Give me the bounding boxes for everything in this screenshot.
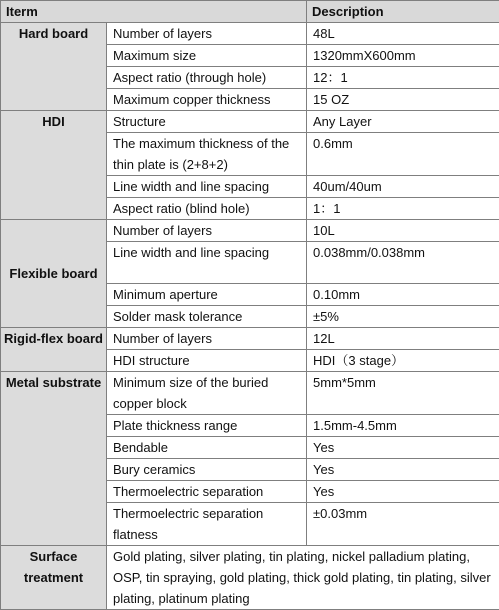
param-cell: Number of layers	[107, 328, 307, 350]
value-cell: 0.038mm/0.038mm	[307, 242, 499, 284]
table-row	[1, 23, 499, 45]
category-surface-treatment: Surface treatment	[1, 546, 107, 610]
table-header-row	[1, 1, 499, 23]
value-cell: 1：1	[307, 198, 499, 220]
table-row	[1, 328, 499, 350]
value-cell: 1320mmX600mm	[307, 45, 499, 67]
category-hard-board: Hard board	[1, 23, 107, 111]
value-cell: 0.10mm	[307, 284, 499, 306]
param-cell: Maximum size	[107, 45, 307, 67]
param-cell: Thermoelectric separation	[107, 481, 307, 503]
param-cell: Maximum copper thickness	[107, 89, 307, 111]
param-cell: Number of layers	[107, 220, 307, 242]
value-cell: 15 OZ	[307, 89, 499, 111]
param-cell: Aspect ratio (through hole)	[107, 67, 307, 89]
header-description: Description	[307, 1, 499, 23]
param-cell: Aspect ratio (blind hole)	[107, 198, 307, 220]
header-item: Iterm	[1, 1, 307, 23]
param-cell: Minimum size of the buried copper block	[107, 372, 307, 415]
value-cell: Yes	[307, 459, 499, 481]
surface-treatment-description: Gold plating, silver plating, tin plating, nickel palladium plating, OSP, tin spraying, gold plating, thick gold plating, tin plating, silver plating, platinum plating	[107, 546, 499, 610]
table-row	[1, 220, 499, 242]
table-row	[1, 546, 499, 610]
param-cell: Bury ceramics	[107, 459, 307, 481]
param-cell: Structure	[107, 111, 307, 133]
param-cell: HDI structure	[107, 350, 307, 372]
param-cell: Number of layers	[107, 23, 307, 45]
param-cell: Bendable	[107, 437, 307, 459]
value-cell: Yes	[307, 437, 499, 459]
value-cell: ±0.03mm	[307, 503, 499, 546]
value-cell: 0.6mm	[307, 133, 499, 176]
param-cell: Minimum aperture	[107, 284, 307, 306]
value-cell: 5mm*5mm	[307, 372, 499, 415]
value-cell: 48L	[307, 23, 499, 45]
value-cell: Any Layer	[307, 111, 499, 133]
value-cell: HDI（3 stage）	[307, 350, 499, 372]
value-cell: ±5%	[307, 306, 499, 328]
value-cell: Yes	[307, 481, 499, 503]
param-cell: Plate thickness range	[107, 415, 307, 437]
param-cell: The maximum thickness of the thin plate is (2+8+2)	[107, 133, 307, 176]
param-cell: Thermoelectric separation flatness	[107, 503, 307, 546]
category-flexible-board: Flexible board	[1, 220, 107, 328]
value-cell: 40um/40um	[307, 176, 499, 198]
value-cell: 1.5mm-4.5mm	[307, 415, 499, 437]
param-cell: Solder mask tolerance	[107, 306, 307, 328]
table-row	[1, 372, 499, 415]
category-hdi: HDI	[1, 111, 107, 220]
value-cell: 12：1	[307, 67, 499, 89]
category-metal-substrate: Metal substrate	[1, 372, 107, 546]
param-cell: Line width and line spacing	[107, 242, 307, 284]
value-cell: 12L	[307, 328, 499, 350]
table-row	[1, 111, 499, 133]
param-cell: Line width and line spacing	[107, 176, 307, 198]
category-rigid-flex-board: Rigid-flex board	[1, 328, 107, 372]
value-cell: 10L	[307, 220, 499, 242]
